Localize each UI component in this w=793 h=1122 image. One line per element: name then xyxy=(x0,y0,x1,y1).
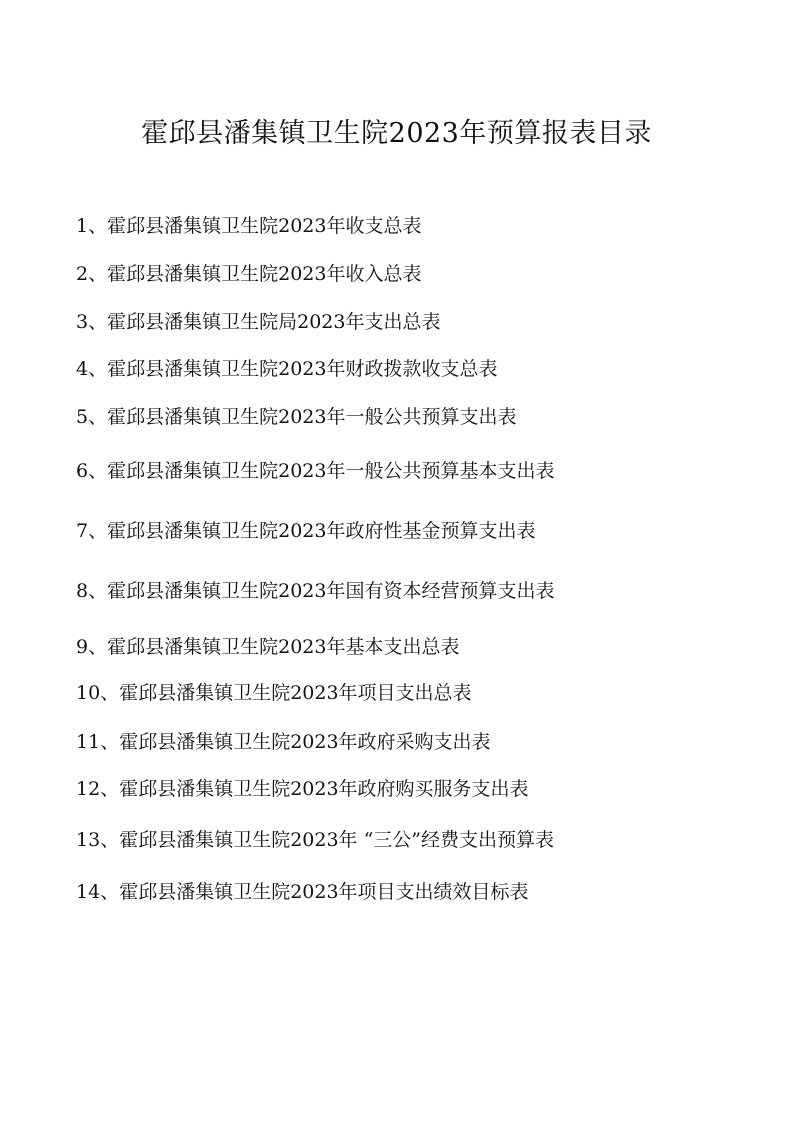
toc-item-number: 1 xyxy=(76,215,89,237)
toc-item-text: 霍邱县潘集镇卫生院2023年 “三公”经费支出预算表 xyxy=(119,829,555,851)
toc-item-number: 8 xyxy=(76,580,89,602)
toc-item xyxy=(76,356,497,382)
toc-item xyxy=(76,578,554,604)
toc-item xyxy=(76,680,472,706)
toc-item xyxy=(76,776,529,802)
toc-item-number: 10 xyxy=(76,682,101,704)
toc-item-number: 9 xyxy=(76,636,89,658)
page-title: 霍邱县潘集镇卫生院2023年预算报表目录 xyxy=(141,118,652,149)
toc-item-text: 霍邱县潘集镇卫生院2023年基本支出总表 xyxy=(107,636,460,658)
toc-item-separator: 、 xyxy=(88,311,108,333)
toc-item-text: 霍邱县潘集镇卫生院2023年项目支出绩效目标表 xyxy=(119,881,529,903)
toc-item-text: 霍邱县潘集镇卫生院2023年财政拨款收支总表 xyxy=(107,358,498,380)
toc-item-separator: 、 xyxy=(88,215,108,237)
toc-item-separator: 、 xyxy=(88,460,108,482)
toc-item-separator: 、 xyxy=(88,263,108,285)
toc-item xyxy=(76,404,516,430)
toc-item-text: 霍邱县潘集镇卫生院2023年收入总表 xyxy=(107,263,422,285)
toc-item-separator: 、 xyxy=(100,731,120,753)
toc-item-text: 霍邱县潘集镇卫生院2023年一般公共预算基本支出表 xyxy=(107,460,555,482)
toc-item xyxy=(76,827,554,853)
toc-item-separator: 、 xyxy=(100,829,120,851)
toc-item-number: 5 xyxy=(76,406,89,428)
toc-item-separator: 、 xyxy=(100,682,120,704)
toc-item-separator: 、 xyxy=(88,358,108,380)
toc-item-text: 霍邱县潘集镇卫生院2023年一般公共预算支出表 xyxy=(107,406,517,428)
toc-item-text: 霍邱县潘集镇卫生院2023年政府购买服务支出表 xyxy=(119,778,529,800)
toc-item xyxy=(76,729,491,755)
toc-item-separator: 、 xyxy=(88,636,108,658)
toc-item-number: 7 xyxy=(76,520,89,542)
toc-item-number: 4 xyxy=(76,358,89,380)
toc-item xyxy=(76,261,421,287)
toc-item-number: 12 xyxy=(76,778,101,800)
toc-item xyxy=(76,213,421,239)
toc-item-separator: 、 xyxy=(100,881,120,903)
toc-item-separator: 、 xyxy=(88,580,108,602)
toc-item-text: 霍邱县潘集镇卫生院2023年政府性基金预算支出表 xyxy=(107,520,536,542)
toc-item-separator: 、 xyxy=(100,778,120,800)
toc-item xyxy=(76,518,535,544)
toc-item-number: 13 xyxy=(76,829,101,851)
toc-item-text: 霍邱县潘集镇卫生院2023年项目支出总表 xyxy=(119,682,472,704)
toc-item-number: 3 xyxy=(76,311,89,333)
toc-item xyxy=(76,879,529,905)
toc-item-number: 11 xyxy=(76,731,101,753)
toc-item-text: 霍邱县潘集镇卫生院2023年政府采购支出表 xyxy=(119,731,491,753)
toc-item-text: 霍邱县潘集镇卫生院局2023年支出总表 xyxy=(107,311,441,333)
toc-item-number: 14 xyxy=(76,881,101,903)
toc-item-separator: 、 xyxy=(88,406,108,428)
toc-item-separator: 、 xyxy=(88,520,108,542)
toc-item-text: 霍邱县潘集镇卫生院2023年国有资本经营预算支出表 xyxy=(107,580,555,602)
toc-item xyxy=(76,634,459,660)
toc-item-number: 6 xyxy=(76,460,89,482)
toc-item xyxy=(76,309,440,335)
toc-item-number: 2 xyxy=(76,263,89,285)
toc-item xyxy=(76,458,554,484)
toc-item-text: 霍邱县潘集镇卫生院2023年收支总表 xyxy=(107,215,422,237)
